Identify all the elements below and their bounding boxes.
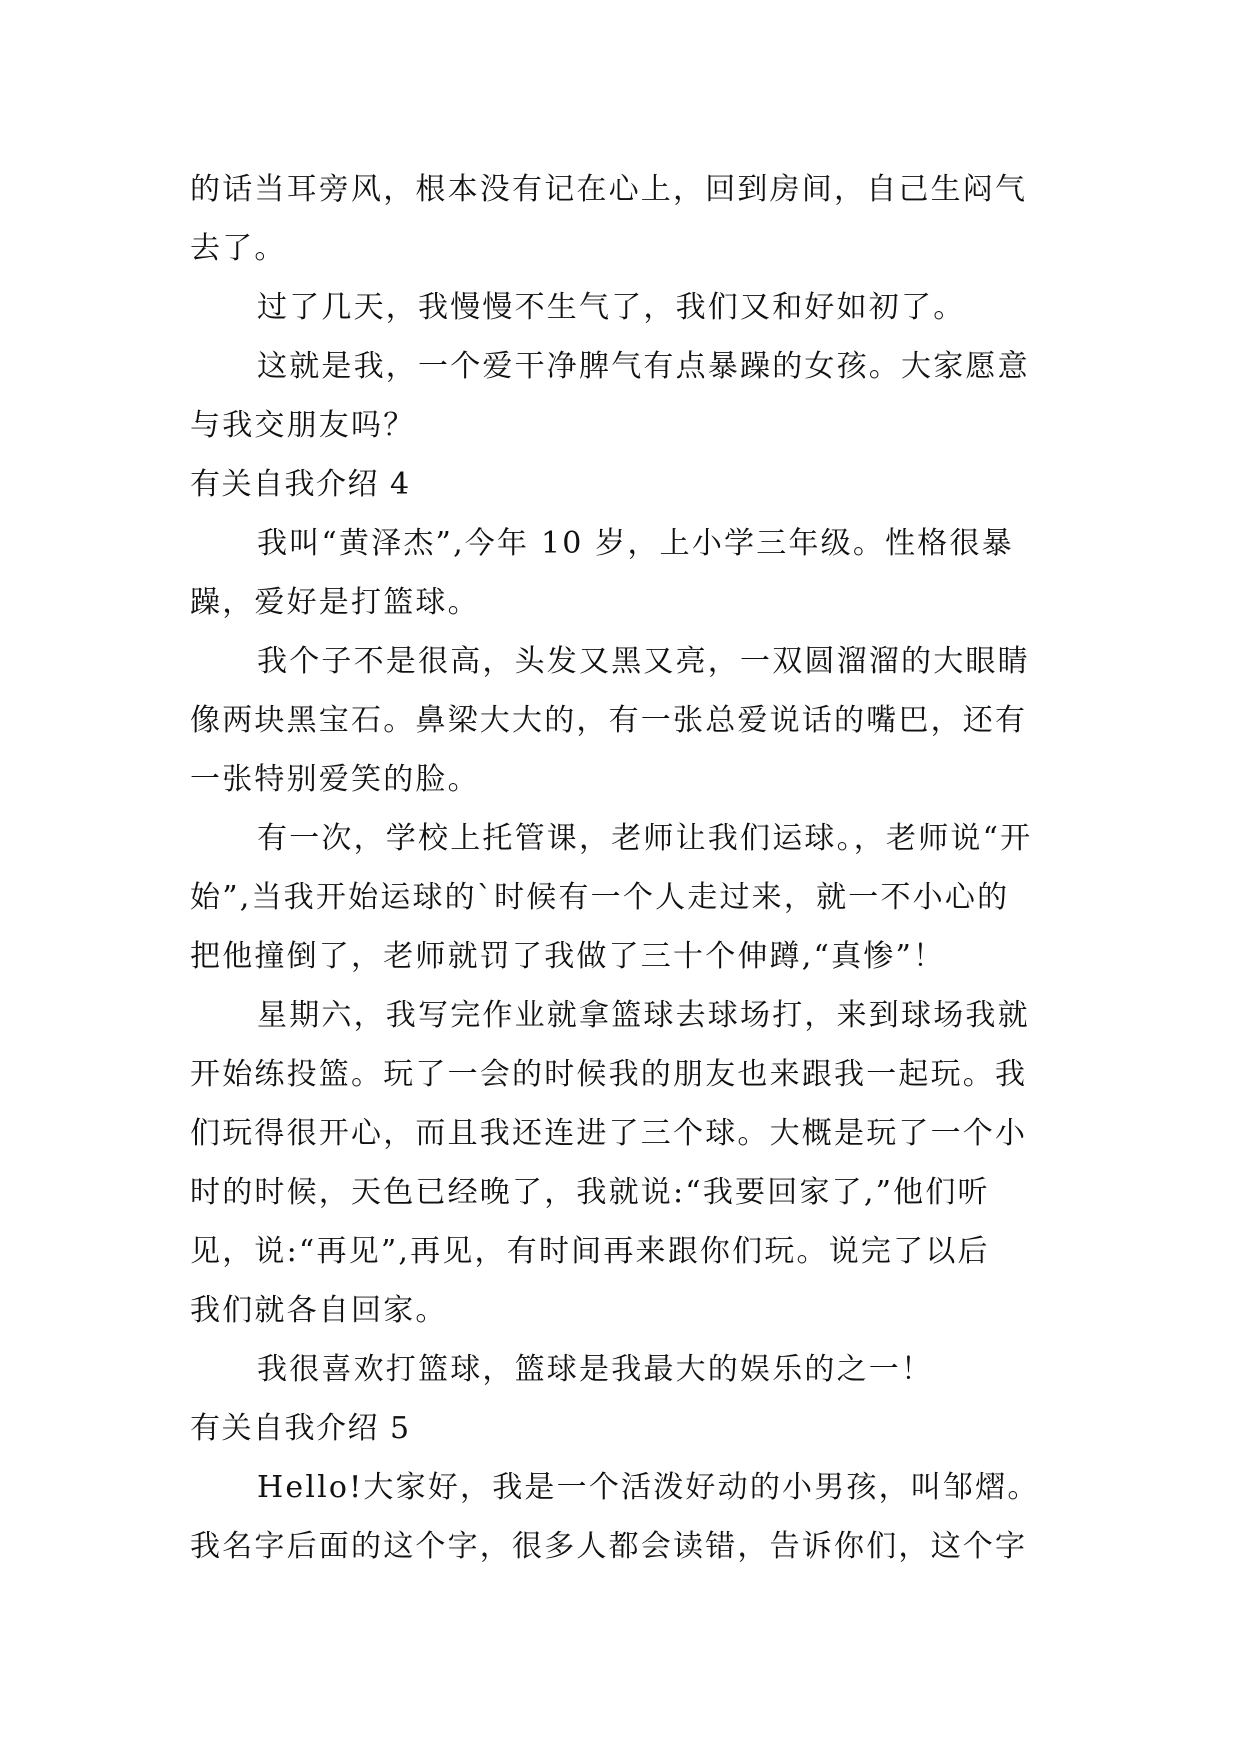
paragraph-start: 我叫“黄泽杰”,今年 10 岁，上小学三年级。性格很暴 [257, 526, 1014, 561]
text-line: 与我交朋友吗？ [190, 408, 416, 443]
paragraph-start: 有一次，学校上托管课，老师让我们运球。，老师说“开 [257, 821, 1033, 856]
paragraph-start: 这就是我，一个爱干净脾气有点暴躁的女孩。大家愿意 [257, 349, 1030, 384]
text-line: 把他撞倒了，老师就罚了我做了三十个伸蹲,“真惨”！ [190, 939, 946, 974]
text-line: 我名字后面的这个字，很多人都会读错，告诉你们，这个字 [190, 1529, 1028, 1564]
text-line: 我们就各自回家。 [190, 1293, 448, 1328]
paragraph-start: Hello!大家好，我是一个活泼好动的小男孩，叫邹熠。 [257, 1470, 1040, 1505]
paragraph-start: 我很喜欢打篮球，篮球是我最大的娱乐的之一！ [257, 1352, 934, 1387]
text-line: 的话当耳旁风，根本没有记在心上，回到房间，自己生闷气 [190, 172, 1028, 207]
text-line: 们玩得很开心，而且我还连进了三个球。大概是玩了一个小 [190, 1116, 1028, 1151]
text-line: 开始练投篮。玩了一会的时候我的朋友也来跟我一起玩。我 [190, 1057, 1028, 1092]
section-heading: 有关自我介绍 5 [190, 1411, 411, 1446]
text-line: 躁，爱好是打篮球。 [190, 585, 480, 620]
text-line: 见，说:“再见”,再见，有时间再来跟你们玩。说完了以后 [190, 1234, 990, 1269]
text-line: 去了。 [190, 231, 287, 266]
document-page [190, 160, 1055, 1576]
text-line: 始”,当我开始运球的`时候有一个人走过来，就一不小心的 [190, 880, 1010, 915]
text-line: 时的时候，天色已经晚了，我就说:“我要回家了,”他们听 [190, 1175, 990, 1210]
text-line: 一张特别爱笑的脸。 [190, 762, 480, 797]
paragraph-start: 过了几天，我慢慢不生气了，我们又和好如初了。 [257, 290, 966, 325]
section-heading: 有关自我介绍 4 [190, 467, 411, 502]
paragraph-start: 我个子不是很高，头发又黑又亮，一双圆溜溜的大眼睛 [257, 644, 1030, 679]
text-line: 像两块黑宝石。鼻梁大大的，有一张总爱说话的嘴巴，还有 [190, 703, 1028, 738]
paragraph-start: 星期六，我写完作业就拿篮球去球场打，来到球场我就 [257, 998, 1030, 1033]
